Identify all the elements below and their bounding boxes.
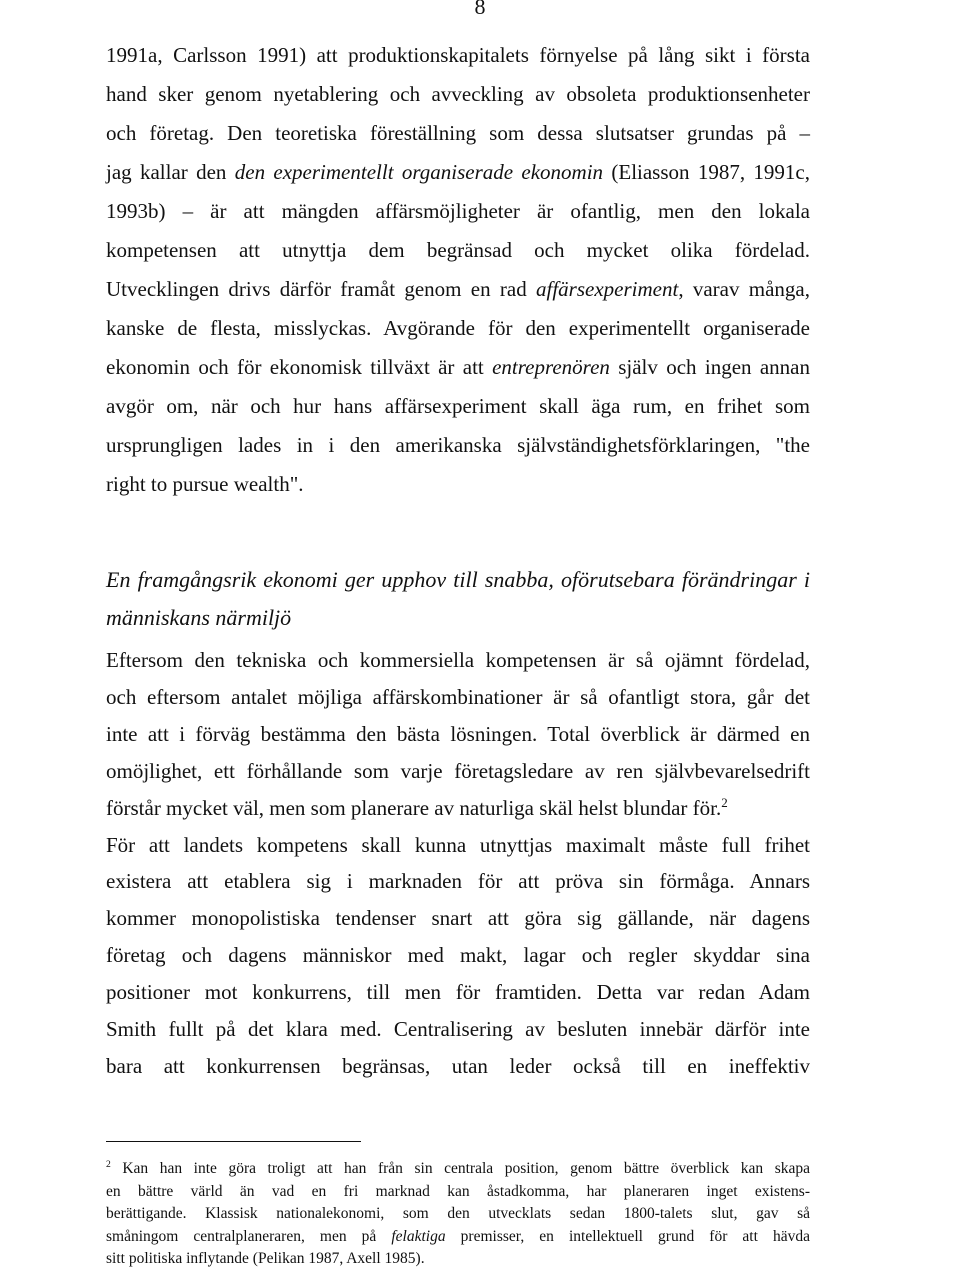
text-line: För att landets kompetens skall kunna utnyttjas maximalt måste full frihet: [106, 832, 810, 857]
text-line: avgör om, när och hur hans affärsexperiment skall äga rum, en frihet som: [106, 394, 810, 418]
footnote-divider: [106, 1141, 361, 1142]
text: förstår mycket väl, men som planerare av naturliga skäl helst blundar för.: [106, 795, 722, 820]
text-line: [106, 348, 810, 387]
footnote-reference[interactable]: 2: [721, 794, 728, 810]
text-line: kanske de flesta, misslyckas. Avgörande för den experimentellt organiserade: [106, 316, 810, 340]
heading-line: människans närmiljö: [106, 605, 292, 630]
text: Utvecklingen drivs därför framåt genom en rad: [106, 277, 536, 301]
text-line: 1991a, Carlsson 1991) att produktionskapitalets förnyelse på lång sikt i första: [106, 43, 810, 67]
text-line: hand sker genom nyetablering och avveckling av obsoleta produktionsenheter: [106, 82, 810, 106]
footnote-line: sitt politiska inflytande (Pelikan 1987, Axell 1985).: [106, 1250, 425, 1267]
text-line: [106, 153, 810, 192]
text: (Eliasson 1987, 1991c,: [603, 160, 811, 184]
footnote: [106, 1158, 810, 1271]
text: småningom centralplaneraren, men på: [106, 1227, 392, 1245]
text: själv och ingen annan: [609, 355, 810, 379]
text: ekonomin och för ekonomisk tillväxt är att: [106, 355, 493, 379]
text-line: 1993b) – är att mängden affärsmöjligheter är ofantlig, men den lokala: [106, 199, 810, 223]
text: Kan han inte göra troligt att han från sin centrala position, genom bättre överblick kan skapa: [110, 1160, 810, 1177]
footnote-line: berättigande. Klassisk nationalekonomi, som den utvecklats sedan 1800-talets slut, gav så: [106, 1205, 810, 1222]
text-line: inte att i förväg bestämma den bästa lösningen. Total överblick är därmed en: [106, 721, 810, 746]
text: premisser, en intellektuell grund för att hävda: [445, 1227, 810, 1245]
text-line: right to pursue wealth".: [106, 472, 304, 496]
text-line: [106, 270, 810, 309]
text-line: existera att etablera sig i marknaden för att pröva sin förmåga. Annars: [106, 869, 810, 894]
text-line: [106, 790, 810, 827]
text-line: positioner mot konkurrens, till men för framtiden. Detta var redan Adam: [106, 980, 810, 1005]
section-heading: [106, 561, 810, 637]
emphasis: felaktiga: [391, 1227, 446, 1245]
text-line: Eftersom den tekniska och kommersiella kompetensen är så ojämnt fördelad,: [106, 648, 810, 672]
footnote-line: [106, 1158, 810, 1181]
text-line: kompetensen att utnyttja dem begränsad och mycket olika fördelad.: [106, 238, 810, 262]
text-line: och företag. Den teoretiska föreställning som dessa slutsatser grundas på –: [106, 121, 810, 145]
text-line: ursprungligen lades in i den amerikanska självständighetsförklaringen, "the: [106, 433, 810, 457]
text-line: företag och dagens människor med makt, lagar och regler skyddar sina: [106, 943, 810, 968]
text: jag kallar den: [106, 160, 235, 184]
text-line: bara att konkurrensen begränsas, utan leder också till en ineffektiv: [106, 1053, 810, 1078]
text-line: omöjlighet, ett förhållande som varje företagsledare av ren självbevarelsedrift: [106, 758, 810, 783]
paragraph-1: [106, 36, 810, 504]
footnote-line: en bättre värld än vad en fri marknad kan åstadkomma, har planeraren inget existens-: [106, 1182, 810, 1200]
emphasis: entreprenören: [492, 355, 610, 379]
footnote-marker: 2: [106, 1159, 111, 1171]
emphasis: den experimentellt organiserade ekonomin: [234, 160, 604, 184]
text-line: och eftersom antalet möjliga affärskombinationer är så ofantligt stora, går det: [106, 684, 810, 709]
paragraph-2: [106, 642, 810, 1085]
page-number: 8: [474, 0, 486, 19]
footnote-line: [106, 1226, 810, 1249]
text: , varav många,: [678, 277, 810, 301]
text-line: Smith fullt på det klara med. Centralisering av besluten innebär därför inte: [106, 1017, 810, 1042]
emphasis: affärsexperiment: [536, 277, 679, 301]
heading-line: En framgångsrik ekonomi ger upphov till snabba, oförutsebara förändringar i: [106, 567, 810, 592]
text-line: kommer monopolistiska tendenser snart att göra sig gällande, när dagens: [106, 906, 810, 931]
